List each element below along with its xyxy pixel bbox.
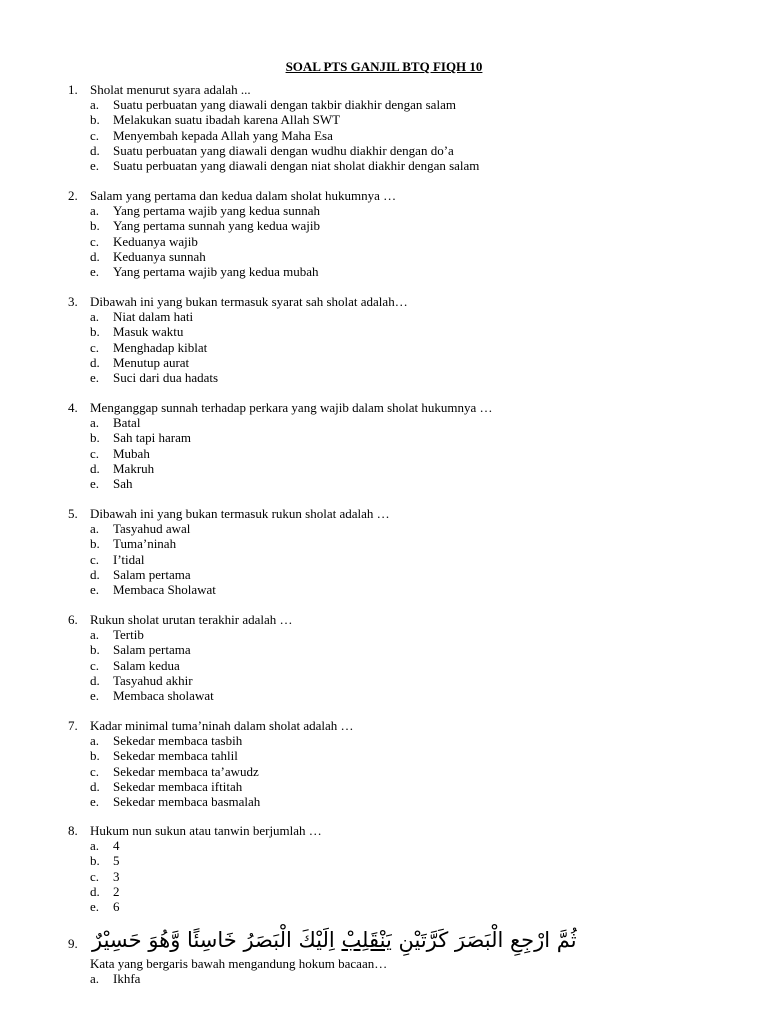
option-text: Membaca Sholawat bbox=[113, 581, 216, 597]
option bbox=[68, 642, 728, 657]
option-text: Yang pertama wajib yang kedua sunnah bbox=[113, 203, 320, 219]
option-letter: e. bbox=[90, 581, 100, 597]
option-letter: e. bbox=[90, 263, 100, 279]
question-number: 7. bbox=[68, 718, 78, 733]
option-text: Tasyahud awal bbox=[113, 521, 191, 537]
question-text: Menganggap sunnah terhadap perkara yang wajib dalam sholat hukumnya … bbox=[90, 400, 493, 415]
option-text: Tuma’ninah bbox=[113, 536, 177, 552]
option bbox=[68, 234, 728, 249]
option-letter: a. bbox=[90, 733, 100, 749]
option-letter: b. bbox=[90, 218, 100, 234]
question-text: Dibawah ini yang bukan termasuk rukun sholat adalah … bbox=[90, 506, 390, 521]
question-number: 9. bbox=[68, 936, 78, 951]
option-text: 4 bbox=[113, 838, 120, 854]
question-text: Sholat menurut syara adalah ... bbox=[90, 82, 251, 97]
option-letter: e. bbox=[90, 793, 100, 809]
question-6 bbox=[68, 612, 728, 703]
question-line bbox=[68, 188, 728, 203]
option-letter: a. bbox=[90, 203, 100, 219]
option-text: Sekedar membaca iftitah bbox=[113, 778, 243, 794]
option bbox=[68, 567, 728, 582]
option-letter: e. bbox=[90, 687, 100, 703]
option-letter: b. bbox=[90, 853, 100, 869]
option bbox=[68, 446, 728, 461]
option bbox=[68, 853, 728, 868]
question-5 bbox=[68, 506, 728, 597]
option-text: Suatu perbuatan yang diawali dengan wudhu diakhir dengan do’a bbox=[113, 142, 454, 158]
option-letter: d. bbox=[90, 566, 100, 582]
option-text: Menutup aurat bbox=[113, 354, 190, 370]
option-letter: a. bbox=[90, 521, 100, 537]
option-letter: d. bbox=[90, 883, 100, 899]
option-letter: c. bbox=[90, 339, 100, 355]
question-text: Salam yang pertama dan kedua dalam sholat hukumnya … bbox=[90, 188, 397, 203]
option-text: Tertib bbox=[113, 627, 144, 643]
option bbox=[68, 309, 728, 324]
option bbox=[68, 536, 728, 551]
option-text: Sah bbox=[113, 475, 133, 491]
option bbox=[68, 688, 728, 703]
option-letter: d. bbox=[90, 248, 100, 264]
option-letter: a. bbox=[90, 627, 100, 643]
option bbox=[68, 627, 728, 642]
option-letter: a. bbox=[90, 838, 100, 854]
option bbox=[68, 764, 728, 779]
option-letter: b. bbox=[90, 748, 100, 764]
option-text: Yang pertama sunnah yang kedua wajib bbox=[113, 218, 320, 234]
option-text: Melakukan suatu ibadah karena Allah SWT bbox=[113, 112, 341, 128]
option-text: Membaca sholawat bbox=[113, 687, 214, 703]
option-text: Sekedar membaca basmalah bbox=[113, 793, 261, 809]
question-7 bbox=[68, 718, 728, 809]
option bbox=[68, 158, 728, 173]
option-text: Yang pertama wajib yang kedua mubah bbox=[113, 263, 319, 279]
question-line bbox=[68, 294, 728, 309]
option bbox=[68, 203, 728, 218]
question-text: Kata yang bergaris bawah mengandung hokum bacaan… bbox=[90, 956, 388, 971]
option bbox=[68, 552, 728, 567]
option bbox=[68, 128, 728, 143]
question-3 bbox=[68, 294, 728, 385]
question-text: Kadar minimal tuma’ninah dalam sholat adalah … bbox=[90, 718, 354, 733]
question-line bbox=[68, 823, 728, 838]
question-number: 1. bbox=[68, 82, 78, 97]
question-line bbox=[68, 82, 728, 97]
option bbox=[68, 673, 728, 688]
option bbox=[68, 971, 688, 986]
option-text: Keduanya sunnah bbox=[113, 248, 206, 264]
question-text: Rukun sholat urutan terakhir adalah … bbox=[90, 612, 293, 627]
arabic-verse-part: اِلَيْكَ الْبَصَرُ خَاسِئًا وَّهُوَ حَسِيْرٌ bbox=[92, 928, 342, 952]
option-text: Makruh bbox=[113, 460, 155, 476]
option bbox=[68, 658, 728, 673]
option-letter: e. bbox=[90, 369, 100, 385]
arabic-verse bbox=[92, 926, 577, 954]
option-text: Sah tapi haram bbox=[113, 430, 191, 446]
option-letter: d. bbox=[90, 142, 100, 158]
option-letter: c. bbox=[90, 551, 100, 567]
option bbox=[68, 476, 728, 491]
option-text: 6 bbox=[113, 898, 120, 914]
option-letter: a. bbox=[90, 415, 100, 431]
option-letter: d. bbox=[90, 460, 100, 476]
option-letter: c. bbox=[90, 445, 100, 461]
question-number: 2. bbox=[68, 188, 78, 203]
option-text: Sekedar membaca tahlil bbox=[113, 748, 238, 764]
option-text: Niat dalam hati bbox=[113, 309, 194, 325]
option bbox=[68, 415, 728, 430]
option bbox=[68, 884, 728, 899]
arabic-underlined-word: يَنْقَلِبْ bbox=[341, 928, 392, 952]
option bbox=[68, 97, 728, 112]
question-9 bbox=[68, 928, 688, 986]
option-text: Sekedar membaca tasbih bbox=[113, 733, 243, 749]
option-text: Batal bbox=[113, 415, 141, 431]
option-letter: c. bbox=[90, 657, 100, 673]
question-number: 3. bbox=[68, 294, 78, 309]
option bbox=[68, 461, 728, 476]
arabic-verse-part: ثُمَّ ارْجِعِ الْبَصَرَ كَرَّتَيْنِ bbox=[391, 928, 577, 952]
option-letter: b. bbox=[90, 324, 100, 340]
option bbox=[68, 869, 728, 884]
option-letter: a. bbox=[90, 971, 100, 987]
option-text: Suatu perbuatan yang diawali dengan takbir diakhir dengan salam bbox=[113, 97, 456, 113]
question-number: 5. bbox=[68, 506, 78, 521]
option-text: Masuk waktu bbox=[113, 324, 184, 340]
option-text: I’tidal bbox=[113, 551, 145, 567]
option-text: Salam kedua bbox=[113, 657, 180, 673]
option bbox=[68, 370, 728, 385]
option bbox=[68, 112, 728, 127]
question-4 bbox=[68, 400, 728, 491]
option-letter: c. bbox=[90, 233, 100, 249]
option-letter: c. bbox=[90, 868, 100, 884]
option-letter: a. bbox=[90, 97, 100, 113]
option bbox=[68, 249, 728, 264]
option bbox=[68, 899, 728, 914]
option-text: Menyembah kepada Allah yang Maha Esa bbox=[113, 127, 333, 143]
option bbox=[68, 264, 728, 279]
option-letter: e. bbox=[90, 157, 100, 173]
option-letter: c. bbox=[90, 127, 100, 143]
question-number: 4. bbox=[68, 400, 78, 415]
question-2 bbox=[68, 188, 728, 279]
option-text: Salam pertama bbox=[113, 566, 191, 582]
option-letter: e. bbox=[90, 898, 100, 914]
question-number: 6. bbox=[68, 612, 78, 627]
option-letter: d. bbox=[90, 354, 100, 370]
option-text: Mubah bbox=[113, 445, 150, 461]
option-letter: b. bbox=[90, 536, 100, 552]
option-letter: d. bbox=[90, 778, 100, 794]
option-text: Suatu perbuatan yang diawali dengan niat sholat diakhir dengan salam bbox=[113, 157, 480, 173]
question-line bbox=[68, 612, 728, 627]
option-letter: b. bbox=[90, 430, 100, 446]
question-line bbox=[68, 400, 728, 415]
option-letter: b. bbox=[90, 642, 100, 658]
option bbox=[68, 355, 728, 370]
question-text: Dibawah ini yang bukan termasuk syarat sah sholat adalah… bbox=[90, 294, 408, 309]
option-text: Salam pertama bbox=[113, 642, 191, 658]
option-text: 5 bbox=[113, 853, 120, 869]
option-letter: e. bbox=[90, 475, 100, 491]
option-letter: b. bbox=[90, 112, 100, 128]
option bbox=[68, 794, 728, 809]
option-letter: c. bbox=[90, 763, 100, 779]
option bbox=[68, 733, 728, 748]
option bbox=[68, 582, 728, 597]
option-text: Keduanya wajib bbox=[113, 233, 198, 249]
question-number: 8. bbox=[68, 823, 78, 838]
option bbox=[68, 218, 728, 233]
option bbox=[68, 521, 728, 536]
option-text: Tasyahud akhir bbox=[113, 672, 193, 688]
option-text: 3 bbox=[113, 868, 120, 884]
option bbox=[68, 779, 728, 794]
option-letter: a. bbox=[90, 309, 100, 325]
option bbox=[68, 430, 728, 445]
question-line bbox=[68, 718, 728, 733]
question-text: Hukum nun sukun atau tanwin berjumlah … bbox=[90, 823, 322, 838]
option bbox=[68, 340, 728, 355]
question-9-header bbox=[68, 928, 688, 956]
document-title: SOAL PTS GANJIL BTQ FIQH 10 bbox=[285, 59, 483, 74]
option bbox=[68, 748, 728, 763]
question-8 bbox=[68, 823, 728, 914]
option-text: 2 bbox=[113, 883, 120, 899]
question-line bbox=[68, 506, 728, 521]
option bbox=[68, 838, 728, 853]
question-1 bbox=[68, 82, 728, 173]
option-text: Sekedar membaca ta’awudz bbox=[113, 763, 259, 779]
option bbox=[68, 324, 728, 339]
option-text: Menghadap kiblat bbox=[113, 339, 208, 355]
option-text: Suci dari dua hadats bbox=[113, 369, 219, 385]
option-text: Ikhfa bbox=[113, 971, 141, 987]
option bbox=[68, 143, 728, 158]
option-letter: d. bbox=[90, 672, 100, 688]
